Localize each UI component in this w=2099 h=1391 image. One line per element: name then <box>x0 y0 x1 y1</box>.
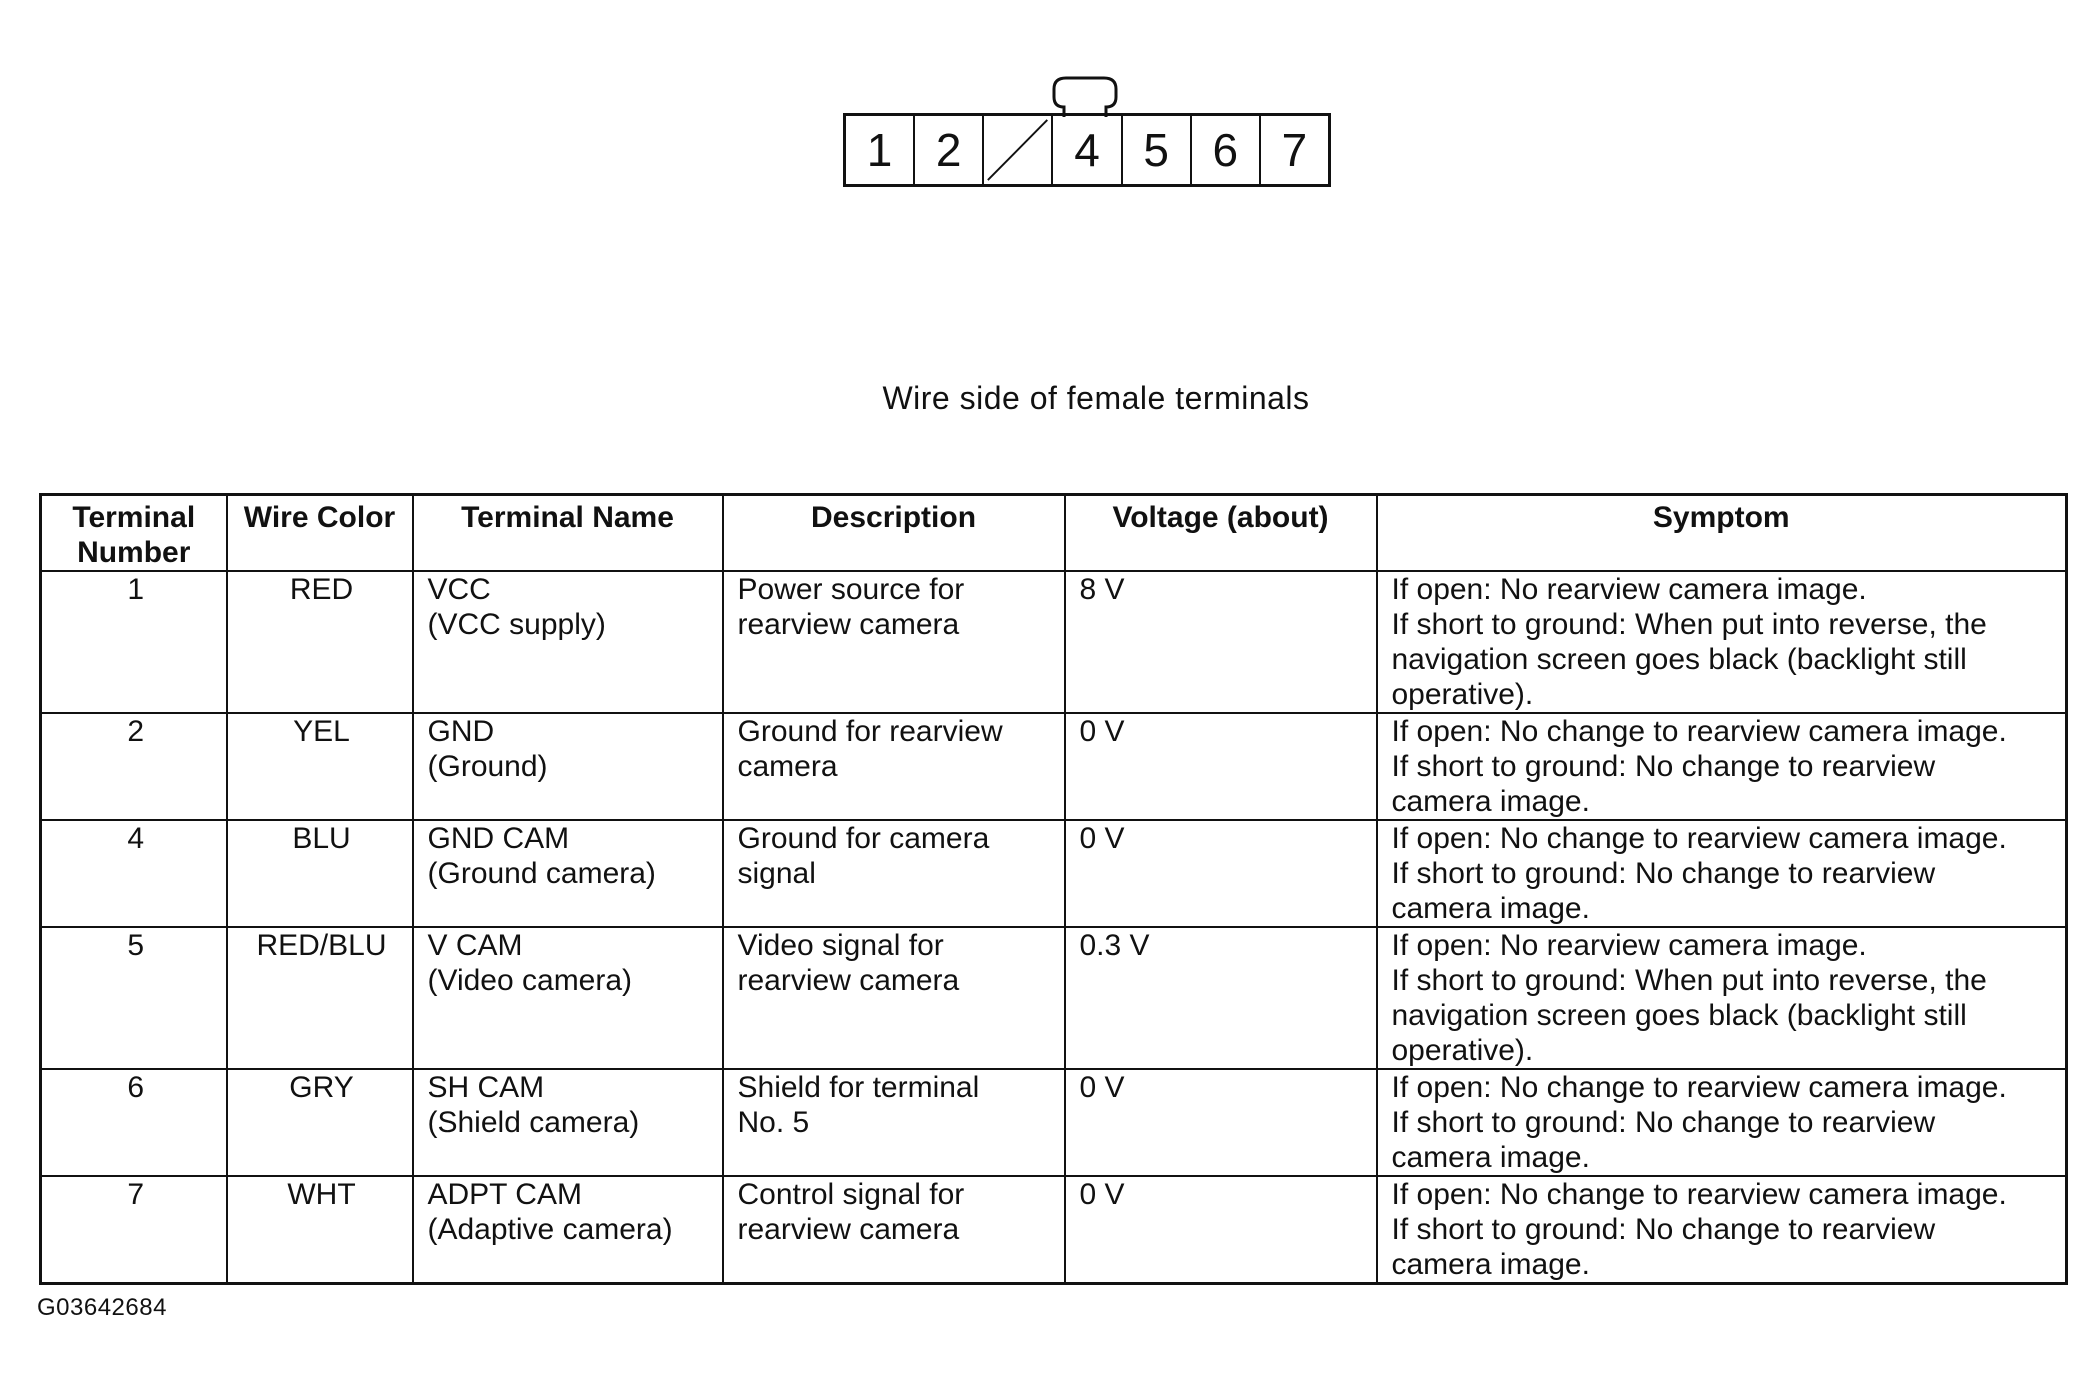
table-row <box>41 713 2067 820</box>
table-row <box>41 927 2067 1069</box>
cell-description: Power source for rearview camera <box>723 571 1065 713</box>
connector-pin-3-empty <box>984 116 1053 184</box>
header-voltage: Voltage (about) <box>1065 495 1377 572</box>
table-row <box>41 1176 2067 1284</box>
cell-voltage: 0 V <box>1065 713 1377 820</box>
cell-wire-color: RED <box>227 571 413 713</box>
cell-terminal-number: 6 <box>41 1069 227 1176</box>
cell-voltage: 0 V <box>1065 1176 1377 1284</box>
cell-wire-color: RED/BLU <box>227 927 413 1069</box>
diagram-caption: Wire side of female terminals <box>882 380 1310 416</box>
cell-terminal-number: 7 <box>41 1176 227 1284</box>
cell-terminal-number: 1 <box>41 571 227 713</box>
cell-description: Ground for rearview camera <box>723 713 1065 820</box>
connector-lock-tab <box>1052 75 1118 117</box>
header-terminal-name: Terminal Name <box>413 495 723 572</box>
cell-terminal-name: VCC (VCC supply) <box>413 571 723 713</box>
cell-voltage: 0 V <box>1065 820 1377 927</box>
cell-symptom: If open: No change to rearview camera image. If short to ground: No change to rearview camera image. <box>1377 1069 2067 1176</box>
table-row <box>41 820 2067 927</box>
cell-description: Video signal for rearview camera <box>723 927 1065 1069</box>
header-symptom: Symptom <box>1377 495 2067 572</box>
cell-wire-color: WHT <box>227 1176 413 1284</box>
table-row <box>41 571 2067 713</box>
cell-description: Shield for terminal No. 5 <box>723 1069 1065 1176</box>
connector-pin-6: 6 <box>1192 116 1261 184</box>
header-terminal-number: Terminal Number <box>41 495 227 572</box>
cell-terminal-number: 2 <box>41 713 227 820</box>
terminal-table <box>39 493 2068 1285</box>
cell-symptom: If open: No change to rearview camera image. If short to ground: No change to rearview camera image. <box>1377 713 2067 820</box>
table-row <box>41 1069 2067 1176</box>
figure-code: G03642684 <box>37 1294 167 1321</box>
connector-pin-4: 4 <box>1053 116 1122 184</box>
connector-pin-7: 7 <box>1281 124 1308 176</box>
cell-terminal-name: GND (Ground) <box>413 713 723 820</box>
cell-wire-color: BLU <box>227 820 413 927</box>
cell-symptom: If open: No rearview camera image. If short to ground: When put into reverse, the navigation screen goes black (backlight still operative). <box>1377 571 2067 713</box>
cell-terminal-name: SH CAM (Shield camera) <box>413 1069 723 1176</box>
cell-voltage: 0.3 V <box>1065 927 1377 1069</box>
cell-wire-color: YEL <box>227 713 413 820</box>
cell-voltage: 8 V <box>1065 571 1377 713</box>
cell-symptom: If open: No rearview camera image. If short to ground: When put into reverse, the navigation screen goes black (backlight still operative). <box>1377 927 2067 1069</box>
cell-symptom: If open: No change to rearview camera image. If short to ground: No change to rearview camera image. <box>1377 820 2067 927</box>
cell-wire-color: GRY <box>227 1069 413 1176</box>
cell-description: Ground for camera signal <box>723 820 1065 927</box>
cell-symptom: If open: No change to rearview camera image. If short to ground: No change to rearview camera image. <box>1377 1176 2067 1284</box>
connector-pin-1: 1 <box>846 116 915 184</box>
cell-terminal-number: 5 <box>41 927 227 1069</box>
header-wire-color: Wire Color <box>227 495 413 572</box>
connector-diagram <box>843 113 1331 187</box>
table-header-row <box>41 495 2067 572</box>
cell-terminal-name: ADPT CAM (Adaptive camera) <box>413 1176 723 1284</box>
header-description: Description <box>723 495 1065 572</box>
cell-voltage: 0 V <box>1065 1069 1377 1176</box>
connector-pin-2: 2 <box>915 116 984 184</box>
cell-terminal-number: 4 <box>41 820 227 927</box>
cell-terminal-name: V CAM (Video camera) <box>413 927 723 1069</box>
connector-pin-5: 5 <box>1123 116 1192 184</box>
cell-terminal-name: GND CAM (Ground camera) <box>413 820 723 927</box>
cell-description: Control signal for rearview camera <box>723 1176 1065 1284</box>
